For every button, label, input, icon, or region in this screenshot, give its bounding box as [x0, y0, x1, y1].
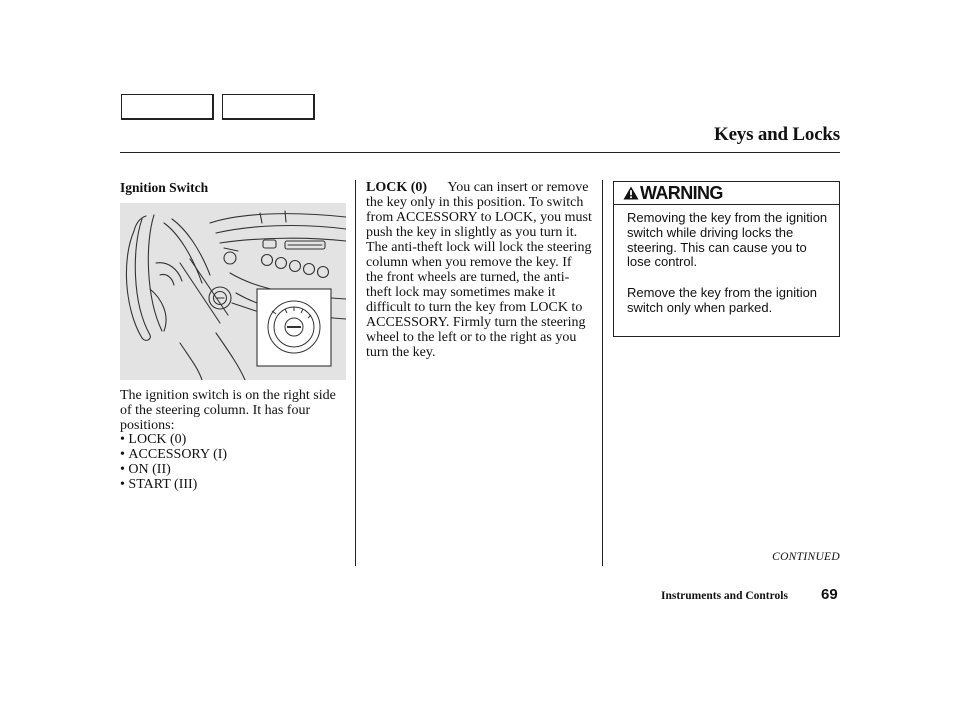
column-divider-1	[355, 180, 356, 566]
positions-list	[120, 432, 227, 492]
nav-tab-1[interactable]	[121, 94, 214, 120]
footer-section-name: Instruments and Controls	[661, 590, 788, 602]
title-divider	[120, 152, 840, 153]
lock-position-text: You can insert or remove the key only in this position. To switch from ACCESSORY to LOCK, you must push the key in slightly as you turn it. The anti-theft lock will lock the steering column when you remove the key. If the front wheels are turned, the anti-theft lock may sometimes make it difficult to turn the key from LOCK to ACCESSORY. Firmly turn the steering wheel to the left or to the right as you turn the key.	[366, 180, 592, 360]
warning-header	[614, 182, 839, 205]
warning-paragraph-2: Remove the key from the ignition switch only when parked.	[627, 285, 818, 315]
section-heading: Ignition Switch	[120, 180, 209, 195]
page-number: 69	[821, 586, 838, 603]
ignition-switch-illustration	[120, 203, 346, 380]
column-divider-2	[602, 180, 603, 566]
intro-paragraph: The ignition switch is on the right side of the steering column. It has four positions:	[120, 388, 336, 433]
warning-triangle-icon	[623, 186, 639, 205]
warning-paragraph-1: Removing the key from the ignition switch while driving locks the steering. This can cause you to lose control.	[627, 210, 828, 270]
list-item: • ON (II)	[120, 462, 227, 477]
warning-box	[613, 181, 840, 337]
nav-tab-2[interactable]	[222, 94, 315, 120]
list-item: • LOCK (0)	[120, 432, 227, 447]
list-item: • ACCESSORY (I)	[120, 447, 227, 462]
list-item: • START (III)	[120, 477, 227, 492]
lock-position-paragraph	[366, 180, 592, 360]
warning-label: WARNING	[640, 183, 723, 203]
continued-label: CONTINUED	[772, 551, 840, 563]
page-title: Keys and Locks	[713, 124, 840, 145]
lock-position-term: LOCK (0)	[366, 180, 428, 195]
